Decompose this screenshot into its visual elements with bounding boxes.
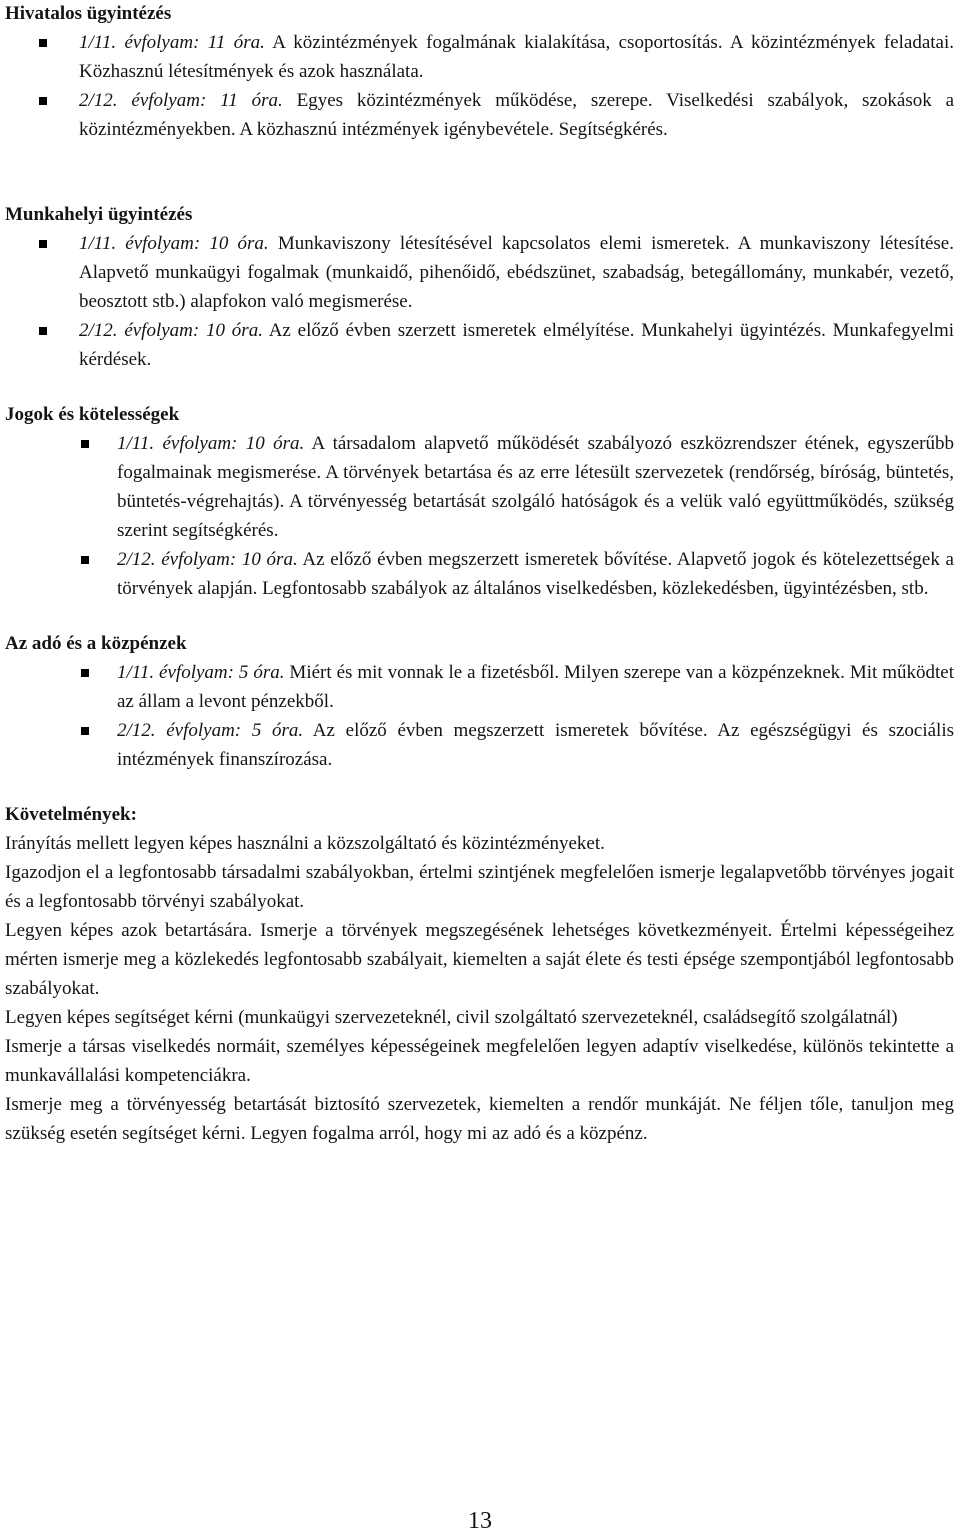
list-item-text: Az előző évben szerzett ismeretek elmélyítése. Munkahelyi ügyintézés. Munkafegyelmi kérdések. [79, 320, 954, 370]
list-item [5, 716, 954, 774]
requirement-paragraph: Ismerje meg a törvényesség betartását biztosító szervezetek, kiemelten a rendőr munkáját. Ne féljen tőle, tanuljon meg szükség esetén segítséget kérni. Legyen fogalma arról, hogy mi az adó és a közpénz. [5, 1094, 954, 1144]
list-item-text: Munkaviszony létesítésével kapcsolatos elemi ismeretek. A munkaviszony létesítése. Alapvető munkaügyi fogalmak (munkaidő, pihenőidő, ebédszünet, szabadság, betegállomány, munkabér, vezető, beosztott stb.) alapfokon való megismerése. [79, 233, 954, 312]
grade-hours-label: 2/12. évfolyam: 5 óra. [117, 720, 304, 741]
section-hivatalos-ugyintezes [5, 0, 954, 144]
grade-hours-label: 2/12. évfolyam: 11 óra. [79, 90, 283, 111]
grade-hours-label: 1/11. évfolyam: 11 óra. [79, 32, 265, 53]
section-heading: Munkahelyi ügyintézés [5, 204, 193, 225]
square-bullet-icon [39, 240, 47, 248]
square-bullet-icon [39, 97, 47, 105]
list-item [5, 229, 954, 316]
list-item [5, 429, 954, 545]
grade-hours-label: 2/12. évfolyam: 10 óra. [79, 320, 263, 341]
section-munkahelyi-ugyintezes [5, 200, 954, 374]
section-heading: Hivatalos ügyintézés [5, 3, 172, 24]
requirement-paragraph: Igazodjon el a legfontosabb társadalmi szabályokban, értelmi szintjének megfelelően ismerje legalapvetőbb törvényes jogait és a legfontosabb törvényi szabályokat. [5, 862, 954, 912]
list-item [5, 28, 954, 86]
square-bullet-icon [81, 727, 89, 735]
square-bullet-icon [81, 669, 89, 677]
list-item-text: A közintézmények fogalmának kialakítása, csoportosítás. A közintézmények feladatai. Közhasznú létesítmények és azok használata. [79, 32, 954, 82]
bullet-list [5, 658, 954, 774]
requirement-paragraph: Legyen képes segítséget kérni (munkaügyi szervezeteknél, civil szolgáltató szervezeteknél, családsegítő szolgálatnál) [5, 1007, 898, 1028]
grade-hours-label: 1/11. évfolyam: 10 óra. [117, 433, 305, 454]
section-jogok-es-kotelessegek [5, 400, 954, 603]
section-heading: Az adó és a közpénzek [5, 633, 187, 654]
grade-hours-label: 1/11. évfolyam: 10 óra. [79, 233, 269, 254]
square-bullet-icon [81, 440, 89, 448]
bullet-list [5, 229, 954, 374]
list-item-text: Miért és mit vonnak le a fizetésből. Milyen szerepe van a közpénzeknek. Mit működtet az állam a levont pénzekből. [117, 662, 954, 712]
section-heading: Jogok és kötelességek [5, 404, 180, 425]
list-item [5, 658, 954, 716]
bullet-list [5, 429, 954, 603]
page-number: 13 [468, 1508, 492, 1534]
grade-hours-label: 1/11. évfolyam: 5 óra. [117, 662, 285, 683]
requirement-paragraph: Legyen képes azok betartására. Ismerje a törvények megszegésének lehetséges következményeit. Értelmi képességeihez mérten ismerje meg a közlekedés legfontosabb szabályait, kiemelten a saját élete és testi épsége szempontjából legfontosabb szabályokat. [5, 920, 954, 999]
requirement-paragraph: Ismerje a társas viselkedés normáit, személyes képességeinek megfelelően legyen adaptív viselkedése, különös tekintette a munkavállalási kompetenciákra. [5, 1036, 954, 1086]
square-bullet-icon [39, 39, 47, 47]
requirement-paragraph: Irányítás mellett legyen képes használni a közszolgáltató és közintézményeket. [5, 833, 605, 854]
list-item-text: A társadalom alapvető működését szabályozó eszközrendszer étének, egyszerűbb fogalmainak megismerése. A törvények betartása és az erre létesült szervezetek (rendőrség, bíróság, büntetés, büntetés-végrehajtás). A törvényesség betartását szolgáló hatóságok és a velük való együttműködés, szükség szerint segítségkérés. [117, 433, 955, 541]
list-item [5, 545, 954, 603]
list-item [5, 316, 954, 374]
list-item-text: Az előző évben megszerzett ismeretek bővítése. Alapvető jogok és kötelezettségek a törvények alapján. Legfontosabb szabályok az általános viselkedésben, közlekedésben, ügyintézésben, stb. [117, 549, 954, 599]
square-bullet-icon [81, 556, 89, 564]
square-bullet-icon [39, 327, 47, 335]
bullet-list [5, 28, 954, 144]
list-item [5, 86, 954, 144]
section-heading: Követelmények: [5, 804, 137, 825]
section-ado-es-kozpenzek [5, 629, 954, 774]
section-kovetelmenyek [5, 800, 954, 1148]
list-item-text: Az előző évben megszerzett ismeretek bővítése. Az egészségügyi és szociális intézmények finanszírozása. [117, 720, 955, 770]
grade-hours-label: 2/12. évfolyam: 10 óra. [117, 549, 298, 570]
list-item-text: Egyes közintézmények működése, szerepe. Viselkedési szabályok, szokások a közintézményekben. A közhasznú intézmények igénybevétele. Segítségkérés. [79, 90, 955, 140]
